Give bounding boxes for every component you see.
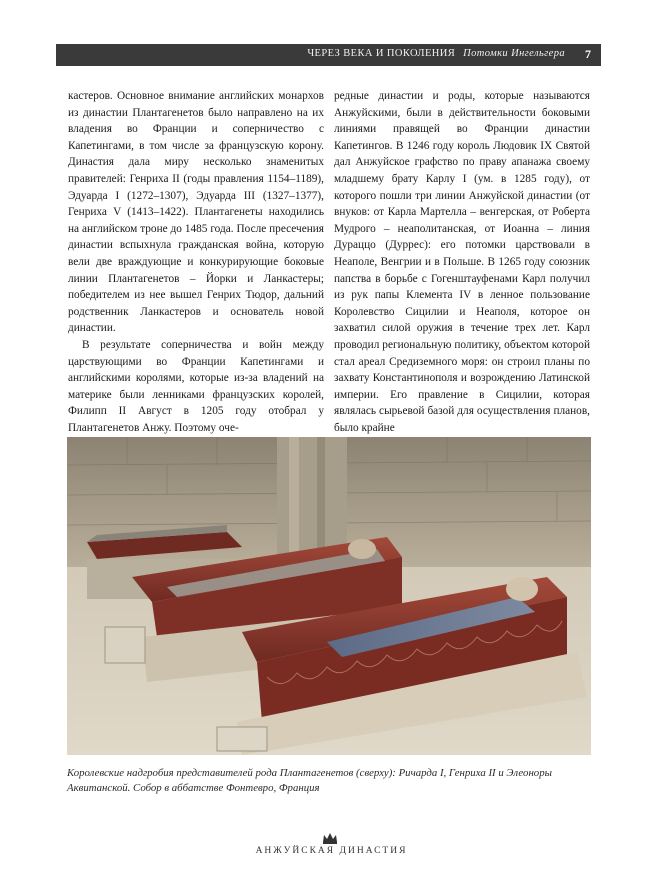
text-column-left <box>68 88 324 434</box>
body-text <box>68 88 590 434</box>
page-number: 7 <box>585 47 591 61</box>
tombs-photo <box>67 437 591 755</box>
photo-caption: Королевские надгробия представителей рода Плантагенетов (сверху): Ричарда I, Генриха II и Элеоноры Аквитанской. Собор в аббатстве Фонтевро, Франция <box>67 767 552 794</box>
running-footer: АНЖУЙСКАЯ ДИНАСТИЯ <box>255 846 408 856</box>
running-header-subtitle: Потомки Ингельгера <box>463 48 565 59</box>
paragraph: редные династии и роды, которые называются Анжуйскими, были в действительности боковыми линиями правящей во Франции династии Капетингов. В 1246 году король Людовик IX Святой дал Анжуйское графство по праву апанажа своему младшему брату Карлу I (ум. в 1285 году), от которого пошли три линии Анжуйской династии (от внуков: от Карла Мартелла – венгерская, от Роберта Мудрого – неаполитанская, от Иоанна – линия Дураццо (Дуррес): его потомки царствовали в Неаполе, Венгрии и в Польше. В 1265 году союзник папства в борьбе с Гогенштауфенами Карл получил из рук папы Клемента IV в ленное пользование Королевство Сицилии и Неаполя, которое он захватил силой оружия в течение трех лет. Карл проводил региональную политику, объектом которой стал ареал Средиземного моря: он строил планы по захвату Константинополя и возрождению Латинской империи. Его правление в Сицилии, которая являлась сырьевой базой для осуществления планов, было крайне <box>334 90 590 434</box>
crown-ornament-icon <box>322 831 338 843</box>
paragraph: кастеров. Основное внимание английских монархов из династии Плантагенетов было направлено на их владения во Франции и соперничество с Капетингами, в том числе за французскую корону. Династия дала миру несколько знаменитых правителей: Генриха II (годы правления 1154–1189), Эдуарда I (1272–1307), Эдуарда III (1327–1377), Генриха V (1413–1422). Плантагенеты находились на английском троне до 1485 года. После пресечения династии вспыхнула гражданская война, которую вели две враждующие и конкурирующие боковые линии Плантагенетов – Йорки и Ланкастеры; победителем из нее вышел Генрих Тюдор, дальний родственник Ланкастеров и основатель новой династии. <box>68 90 324 335</box>
text-column-right <box>334 88 590 434</box>
running-header <box>56 44 601 66</box>
running-header-text <box>307 48 565 59</box>
paragraph: В результате соперничества и войн между царствующими во Франции Капетингами и английскими королями, которые из-за владений на материке были ленниками французских королей, Филипп II Август в 1205 году отобрал у Плантагенетов Анжу. Поэтому оче- <box>68 338 324 434</box>
running-header-title: ЧЕРЕЗ ВЕКА И ПОКОЛЕНИЯ <box>307 48 456 59</box>
